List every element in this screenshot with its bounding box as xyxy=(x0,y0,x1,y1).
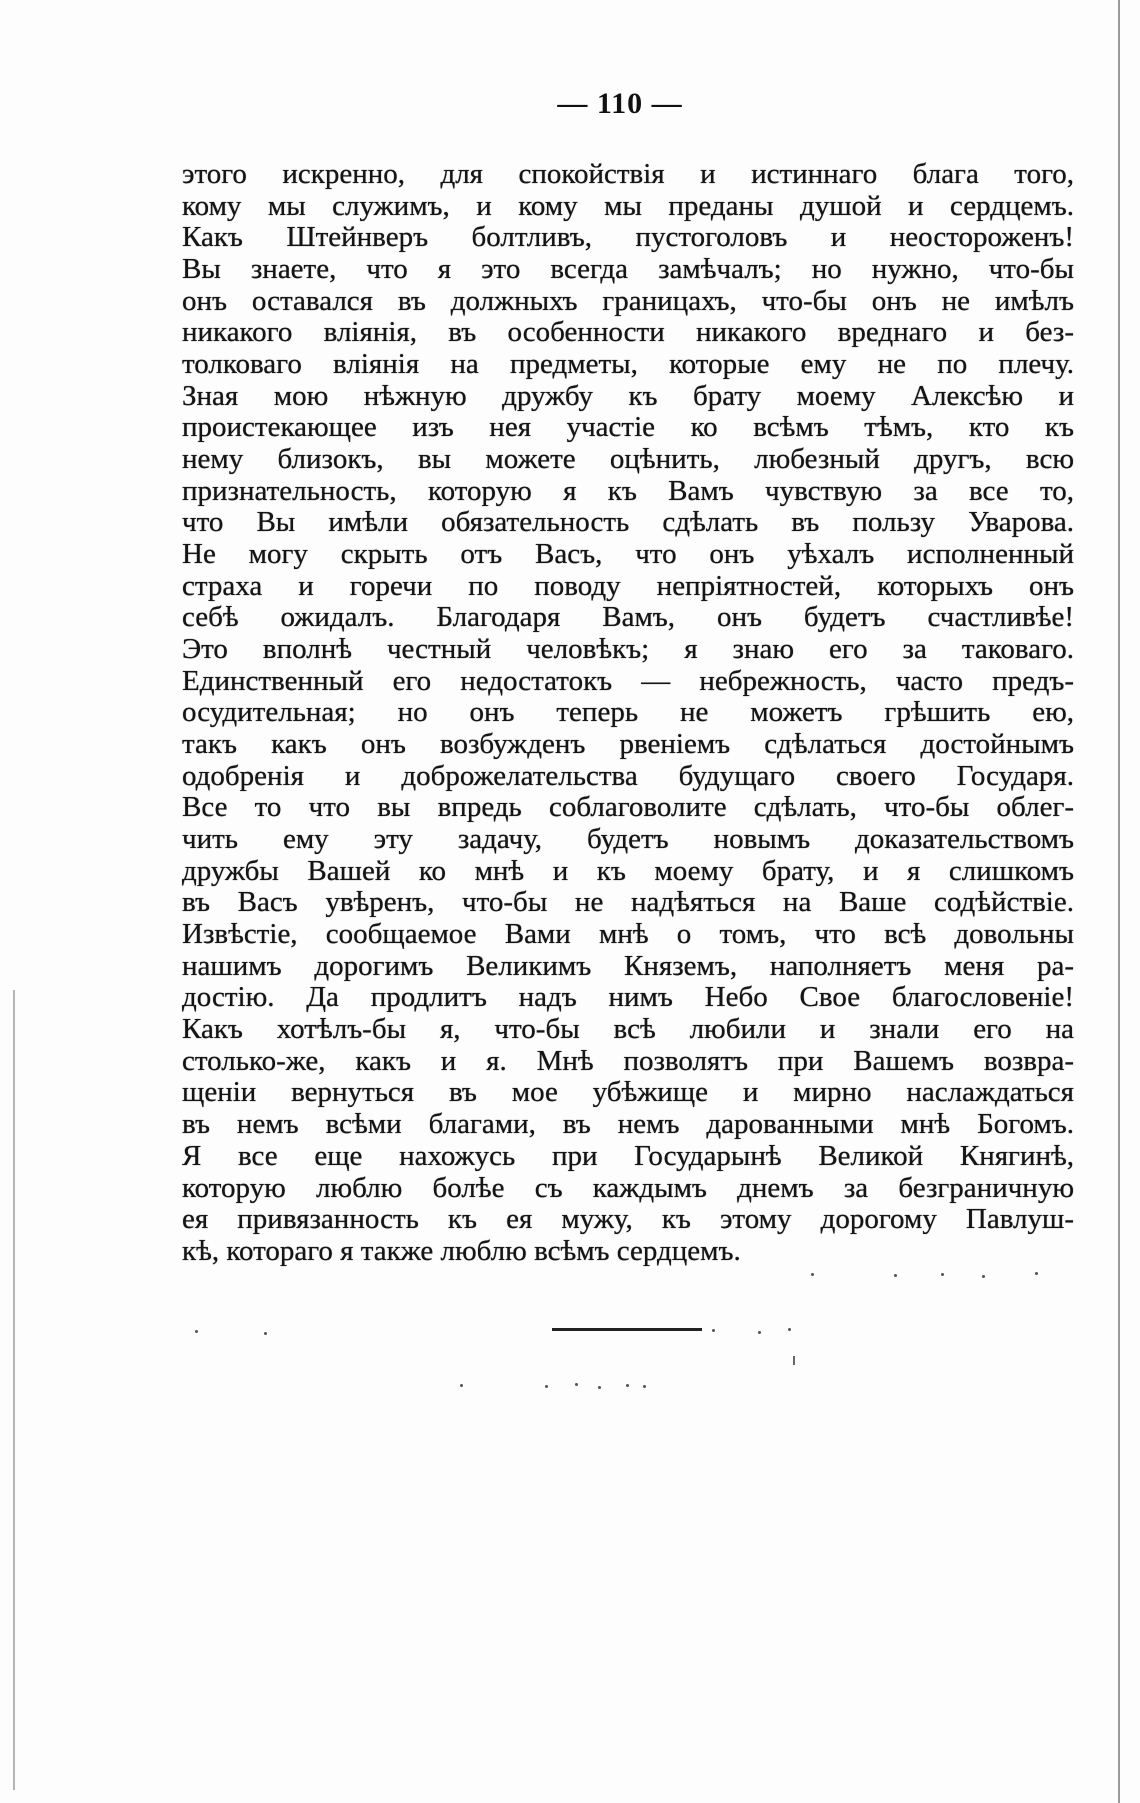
text-line: Зная мою нѣжную дружбу къ брату моему Алексѣю и xyxy=(182,379,1074,412)
text-line: себѣ ожидалъ. Благодаря Вамъ, онъ будетъ счастливѣе! xyxy=(182,601,1074,634)
text-line: Не могу скрыть отъ Васъ, что онъ уѣхалъ исполненный xyxy=(182,538,1074,571)
text-line: Все то что вы впредь соблаговолите сдѣлать, что-бы облег- xyxy=(182,791,1074,824)
scan-speck xyxy=(545,1385,548,1388)
text-line: осудительная; но онъ теперь не можетъ грѣшить ею, xyxy=(182,696,1074,729)
scan-speck xyxy=(264,1332,267,1335)
text-line: которую люблю болѣе съ каждымъ днемъ за безграничную xyxy=(182,1171,1074,1204)
text-line: Это вполнѣ честный человѣкъ; я знаю его за таковаго. xyxy=(182,633,1074,666)
text-line: онъ оставался въ должныхъ границахъ, что-бы онъ не имѣлъ xyxy=(182,284,1074,317)
scan-speck xyxy=(811,1273,814,1276)
text-line: такъ какъ онъ возбужденъ рвеніемъ сдѣлаться достойнымъ xyxy=(182,728,1074,761)
scan-speck xyxy=(460,1384,463,1387)
text-line: ея привязанность къ ея мужу, къ этому дорогому Павлуш- xyxy=(182,1203,1074,1236)
page-number: — 110 — xyxy=(557,87,683,120)
text-line: чить ему эту задачу, будетъ новымъ доказательствомъ xyxy=(182,823,1074,856)
text-line: Единственный его недостатокъ — небрежность, часто предъ- xyxy=(182,664,1074,697)
text-line: толковаго вліянія на предметы, которые ему не по плечу. xyxy=(182,348,1074,381)
scan-speck xyxy=(712,1329,715,1332)
scan-speck xyxy=(982,1275,985,1278)
section-rule xyxy=(552,1328,702,1331)
text-line: проистекающее изъ нея участіе ко всѣмъ тѣмъ, кто къ xyxy=(182,411,1074,444)
text-line: кому мы служимъ, и кому мы преданы душой и сердцемъ. xyxy=(182,189,1074,222)
text-line: признательность, которую я къ Вамъ чувствую за все то, xyxy=(182,474,1074,507)
scan-speck xyxy=(643,1385,646,1388)
text-line: одобренія и доброжелательства будущаго своего Государя. xyxy=(182,759,1074,792)
body-text xyxy=(182,159,1074,1268)
text-line: дружбы Вашей ко мнѣ и къ моему брату, и я слишкомъ xyxy=(182,854,1074,887)
text-line: Вы знаете, что я это всегда замѣчалъ; но нужно, что-бы xyxy=(182,253,1074,286)
scan-speck xyxy=(894,1274,897,1277)
scan-speck xyxy=(941,1273,944,1276)
page-edge-line-left xyxy=(13,990,15,1790)
text-line: Я все еще нахожусь при Государынѣ Великой Княгинѣ, xyxy=(182,1139,1074,1172)
scan-speck xyxy=(1035,1272,1038,1275)
scan-speck xyxy=(598,1386,601,1389)
text-line: щеніи вернуться въ мое убѣжище и мирно наслаждаться xyxy=(182,1076,1074,1109)
text-line: Извѣстіе, сообщаемое Вами мнѣ о томъ, что всѣ довольны xyxy=(182,918,1074,951)
text-line: Какъ хотѣлъ-бы я, что-бы всѣ любили и знали его на xyxy=(182,1013,1074,1046)
scan-speck xyxy=(195,1330,198,1333)
text-line: нашимъ дорогимъ Великимъ Княземъ, наполняетъ меня ра- xyxy=(182,949,1074,982)
scan-speck xyxy=(575,1383,578,1386)
scan-speck xyxy=(626,1384,629,1387)
text-line: этого искренно, для спокойствія и истиннаго блага того, xyxy=(182,158,1074,190)
text-line: Какъ Штейнверъ болтливъ, пустоголовъ и неостороженъ! xyxy=(182,221,1074,254)
text-line: въ Васъ увѣренъ, что-бы не надѣяться на Ваше содѣйствіе. xyxy=(182,886,1074,919)
text-line: достію. Да продлитъ надъ нимъ Небо Свое благословеніе! xyxy=(182,981,1074,1014)
page-edge-line-right xyxy=(1118,0,1120,1803)
text-line: страха и горечи по поводу непріятностей, которыхъ онъ xyxy=(182,569,1074,602)
text-line: нему близокъ, вы можете оцѣнить, любезный другъ, всю xyxy=(182,443,1074,476)
text-line: что Вы имѣли обязательность сдѣлать въ пользу Уварова. xyxy=(182,506,1074,539)
scan-speck xyxy=(758,1331,761,1334)
text-line: кѣ, котораго я также люблю всѣмъ сердцемъ. xyxy=(182,1234,741,1267)
text-line: столько-же, какъ и я. Мнѣ позволятъ при Вашемъ возвра- xyxy=(182,1044,1074,1077)
scan-speck xyxy=(788,1328,791,1331)
text-line: никакого вліянія, въ особенности никакого вреднаго и без- xyxy=(182,316,1074,349)
text-line: въ немъ всѣми благами, въ немъ дарованными мнѣ Богомъ. xyxy=(182,1108,1074,1141)
scan-speck xyxy=(793,1356,795,1365)
